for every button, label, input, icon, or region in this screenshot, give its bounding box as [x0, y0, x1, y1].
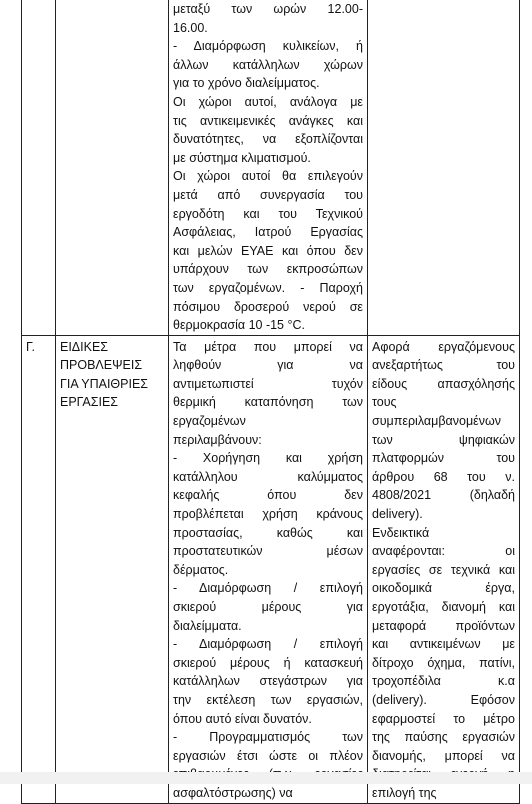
measures-cell: [169, 0, 368, 335]
notes-cell: [368, 335, 520, 803]
notes-text-line: Ενδεικτικά: [372, 525, 430, 540]
section-title-line: ΓΙΑ ΥΠΑΙΘΡΙΕΣ: [60, 376, 149, 391]
measures-text-line: εργασιών έτσι ώστε οι πλέον: [173, 748, 363, 763]
measures-text-line: - Διαμόρφωση κυλικείων, ή: [173, 39, 363, 54]
measures-text-line: την εκτέλεση των εργασιών,: [173, 692, 363, 707]
section-title-line: ΠΡΟΒΛΕΨΕΙΣ: [60, 358, 143, 373]
measures-cell: [169, 335, 368, 803]
measures-text-line: άλλων κατάλληλων χώρων: [173, 57, 363, 72]
measures-text-line: με σύστημα κλιματισμού.: [173, 150, 311, 165]
notes-text-line: επιλογή της: [372, 785, 437, 800]
measures-text-line: κατάλληλων στεγάστρων για: [173, 674, 363, 689]
notes-text-line: 4808/2021 (δηλαδή: [372, 488, 515, 503]
notes-text-line: της παύσης εργασιών: [372, 730, 515, 745]
notes-text-line: εργασίες σε τεχνικά και: [372, 562, 515, 577]
bottom-strip: [0, 772, 532, 784]
row-title-cell: [56, 0, 169, 335]
notes-text-line: οικοδομικά έργα,: [372, 581, 515, 596]
notes-text-line: των ψηφιακών: [372, 432, 515, 447]
measures-text-line: Οι χώροι αυτοί θα επιλεγούν: [173, 169, 363, 184]
measures-text-line: 16.00.: [173, 20, 208, 35]
notes-text-line: δίτροχο όχημα, πατίνι,: [372, 655, 515, 670]
measures-text-line: Οι χώροι αυτοί, ανάλογα με: [173, 94, 363, 109]
section-title-line: ΕΡΓΑΣΙΕΣ: [60, 395, 119, 410]
measures-text-line: μετά από συνεργασία του: [173, 187, 363, 202]
notes-text-line: αναφέρονται: οι: [372, 544, 515, 559]
measures-text-line: σκιερού μέρους ή κατασκευή: [173, 655, 363, 670]
measures-text-line: θερμοκρασία 10 -15 °C.: [173, 318, 305, 333]
measures-text-line: κεφαλής όπου δεν: [173, 488, 363, 503]
measures-text-line: ληφθούν για να: [173, 358, 363, 373]
notes-text-line: (delivery). Εφόσον: [372, 692, 515, 707]
table-row: [22, 335, 520, 803]
notes-text-line: μεταφορά προϊόντων: [372, 618, 515, 633]
measures-text-line: τις αντικειμενικές ανάγκες και: [173, 113, 363, 128]
notes-text-line: πλατφορμών του: [372, 451, 515, 466]
measures-text-line: θερμική καταπόνηση των: [173, 395, 363, 410]
measures-text-line: και μελών ΕΥΑΕ και όπου δεν: [173, 243, 363, 258]
measures-text-line: Ασφάλειας, Ιατρού Εργασίας: [173, 225, 363, 240]
measures-text-line: διαλείμματα.: [173, 618, 242, 633]
measures-text-line: εργαζομένων: [173, 414, 246, 429]
measures-text-line: - Διαμόρφωση / επιλογή: [173, 637, 363, 652]
measures-text-line: - Διαμόρφωση / επιλογή: [173, 581, 363, 596]
measures-text-line: για το χρόνο διαλείμματος.: [173, 76, 320, 91]
notes-text-line: delivery).: [372, 507, 423, 522]
notes-text-line: εφαρμοστεί το μέτρο: [372, 711, 515, 726]
notes-text-line: Αφορά εργαζόμενους: [372, 339, 515, 354]
measures-text-line: υπάρχουν των εκπροσώπων: [173, 262, 363, 277]
measures-text-line: αντιμετωπιστεί τυχόν: [173, 376, 363, 391]
measures-text-line: εργοδότη και του Τεχνικού: [173, 206, 363, 221]
notes-text-line: άρθρου 68 του ν.: [372, 469, 515, 484]
measures-table: [21, 0, 520, 804]
measures-text-line: κατάλληλου καλύμματος: [173, 469, 363, 484]
measures-text-line: σκιερού μέρους για: [173, 600, 363, 614]
measures-text-line: προστασίας, καθώς και: [173, 525, 363, 540]
notes-text-line: διανομής, μπορεί να: [372, 748, 515, 763]
notes-text-line: είδους απασχόλησής: [372, 376, 515, 391]
notes-text-line: εργοτάξια, διανομή και: [372, 600, 515, 614]
measures-text-line: προβλέπεται χρήση κράνους: [173, 507, 363, 522]
measures-text-line: προστατευτικών μέσων: [173, 544, 363, 559]
notes-cell: [368, 0, 520, 335]
measures-text-line: - Χορήγηση και χρήση: [173, 451, 363, 466]
row-letter-cell: Γ.: [22, 335, 56, 803]
notes-text-line: τους: [372, 395, 397, 410]
notes-text-line: ανεξαρτήτως του: [372, 358, 515, 373]
row-title-cell: [56, 335, 169, 803]
notes-text-line: συμπεριλαμβανομένων: [372, 414, 501, 429]
measures-text-line: - Προγραμματισμός των: [173, 730, 363, 745]
measures-text-line: δέρματος.: [173, 562, 229, 577]
row-letter-cell: [22, 0, 56, 335]
measures-text-line: μεταξύ των ωρών 12.00-: [173, 2, 363, 16]
measures-text-line: περιλαμβάνουν:: [173, 432, 262, 447]
notes-text-line: και αντικειμένων με: [372, 637, 515, 652]
measures-text-line: δυνατότητες, να εξοπλίζονται: [173, 132, 363, 147]
section-title-line: ΕΙΔΙΚΕΣ: [60, 339, 109, 354]
notes-text-line: τροχοπέδιλα κ.α: [372, 674, 515, 689]
measures-text-line: ασφαλτόστρωσης) να: [173, 785, 293, 800]
table-row: [22, 0, 520, 335]
measures-text-line: Τα μέτρα που μπορεί να: [173, 339, 363, 354]
measures-text-line: πόσιμου δροσερού νερού σε: [173, 299, 363, 314]
measures-text-line: των εργαζομένων. - Παροχή: [173, 280, 363, 295]
measures-text-line: όπου αυτό είναι δυνατόν.: [173, 711, 312, 726]
